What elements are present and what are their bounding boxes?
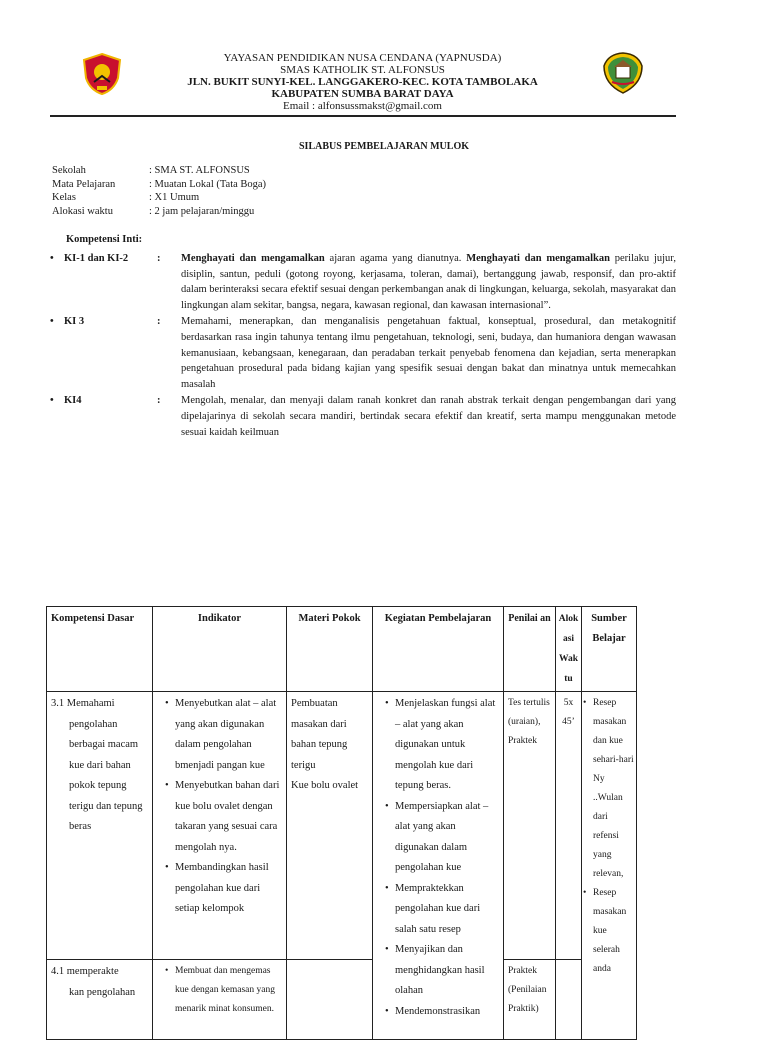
info-label: Sekolah [52, 165, 86, 176]
info-row-class [52, 191, 266, 205]
kd-number: 4.1 memperakte [51, 966, 119, 977]
syllabus-table [46, 606, 637, 1040]
kd-number: 3.1 Memahami [51, 698, 115, 709]
col-header-indikator: Indikator [153, 607, 287, 692]
kd-text: pengolahan berbagai macam kue dari bahan pokok tepung terigu dan tepung beras [69, 718, 143, 832]
info-value: : 2 jam pelajaran/minggu [149, 205, 255, 217]
bullet-icon: • [50, 316, 54, 328]
info-value: : SMA ST. ALFONSUS [149, 165, 250, 176]
table-row [47, 960, 637, 1040]
kd-cell [47, 692, 153, 960]
list-item: • Resep masakan kue selerah anda [583, 884, 635, 979]
bullet-icon: • [50, 395, 54, 407]
info-value: : Muatan Lokal (Tata Boga) [149, 178, 267, 190]
ki-item [50, 314, 676, 392]
school-address: JLN. BUKIT SUNYI-KEL. LANGGAKERO-KEC. KOTA TAMBOLAKA [187, 76, 538, 88]
alokasi-cell [556, 960, 582, 1040]
indikator-cell [153, 692, 287, 960]
core-competence-list [50, 251, 676, 441]
school-regency: KABUPATEN SUMBA BARAT DAYA [271, 88, 454, 100]
core-competence-heading: Kompetensi Inti: [66, 234, 143, 245]
table-header-row [47, 607, 637, 692]
sumber-cell [582, 692, 637, 1040]
ki-colon: : [157, 395, 161, 407]
col-header-sumber: Sumber Belajar [582, 607, 637, 692]
ki-text: Memahami, menerapkan, dan menganalisis pengetahuan faktual, konseptual, prosedural, dan metakognitif berdasarkan rasa ingin tahunya tentang ilmu pengetahuan, teknologi, seni, budaya, dan humaniora dengan wawasan kemanusiaan, kebangsaan, kenegaraan, dan peradaban terkait penyebab fenomena dan kejadian, serta menerapkan pengetahuan prosedural pada bidang kajian yang spesifik sesuai dengan bakat dan minatnya untuk memecahkan masalah [181, 316, 676, 390]
penilaian-cell: Praktek (Penilaian Praktik) [504, 960, 556, 1040]
document-title: SILABUS PEMBELAJARAN MULOK [298, 141, 470, 152]
info-label: Kelas [52, 192, 76, 203]
col-header-kd: Kompetensi Dasar [47, 607, 153, 692]
materi-text: Pembuatan masakan dari bahan tepung terigu [291, 698, 348, 771]
regency-logo [602, 52, 644, 94]
course-info [52, 164, 266, 218]
list-item: • Mempersiapkan alat – alat yang akan digunakan dalam pengolahan kue [385, 797, 499, 879]
kd-cell [47, 960, 153, 1040]
indikator-cell [153, 960, 287, 1040]
kegiatan-cell [373, 692, 504, 1040]
col-header-materi: Materi Pokok [287, 607, 373, 692]
list-item: • Menyebutkan bahan dari kue bolu ovalet dengan takaran yang sesuai cara mengolah nya. [165, 776, 282, 858]
ki-name: KI-1 dan KI-2 [64, 253, 129, 264]
info-label: Mata Pelajaran [52, 178, 116, 190]
list-item: • Membandingkan hasil pengolahan kue dari setiap kelompok [165, 858, 282, 920]
bullet-icon: • [50, 253, 54, 264]
list-item: • Membuat dan mengemas kue dengan kemasan yang menarik minat konsumen. [165, 962, 282, 1019]
ki-colon: : [157, 316, 161, 328]
info-row-school [52, 164, 266, 178]
table-row [47, 692, 637, 960]
penilaian-cell: Tes tertulis (uraian), Praktek [504, 692, 556, 960]
list-item: • Menjelaskan fungsi alat – alat yang akan digunakan untuk mengolah kue dari tepung beras. [385, 694, 499, 797]
ki-text: Menghayati dan mengamalkan ajaran agama yang dianutnya. Menghayati dan mengamalkan perilaku jujur, disiplin, santun, peduli (gotong royong, kerjasama, toleran, damai), bertanggung jawab, responsif, dan pro-aktif dalam berinteraksi secara efektif sesuai dengan perkembangan anak di lingkungan, keluarga, sekolah, masyarakat dan lingkungan alam sekitar, bangsa, negara, kawasan regional, dan kawasan internasional”. [181, 253, 677, 311]
alokasi-cell: 5x 45’ [556, 692, 582, 960]
ki-colon: : [157, 253, 161, 264]
ki-item [50, 393, 676, 440]
ki-text: Mengolah, menalar, dan menyaji dalam ranah konkret dan ranah abstrak terkait dengan pengembangan dari yang dipelajarinya di sekolah secara mandiri, bertindak secara efektif dan kreatif, serta mampu menggunakan metode sesuai kaidah keilmuan [181, 395, 676, 438]
list-item: • Resep masakan dan kue sehari-hari Ny ..Wulan dari refensi yang relevan, [583, 694, 635, 884]
header-divider [50, 115, 676, 117]
info-value: : X1 Umum [149, 192, 200, 203]
ki-item [50, 251, 676, 313]
info-row-time [52, 205, 266, 219]
foundation-logo [80, 52, 124, 96]
col-header-penilaian: Penilai an [504, 607, 556, 692]
info-label: Alokasi waktu [52, 205, 113, 217]
info-row-subject [52, 178, 266, 192]
col-header-kegiatan: Kegiatan Pembelajaran [373, 607, 504, 692]
materi-cell [287, 960, 373, 1040]
list-item: • Menyajikan dan menghidangkan hasil olahan [385, 940, 499, 1002]
letterhead [130, 52, 595, 112]
school-email: Email : alfonsussmakst@gmail.com [283, 100, 442, 112]
ki-name: KI4 [64, 395, 82, 407]
list-item: • Mempraktekkan pengolahan kue dari salah satu resep [385, 879, 499, 941]
materi-subtext: Kue bolu ovalet [291, 780, 359, 791]
list-item: • Menyebutkan alat – alat yang akan digunakan dalam pengolahan bmenjadi pangan kue [165, 694, 282, 776]
list-item: • Mendemonstrasikan [385, 1002, 499, 1023]
foundation-name: YAYASAN PENDIDIKAN NUSA CENDANA (YAPNUSDA) [223, 52, 502, 64]
school-name: SMAS KATHOLIK ST. ALFONSUS [280, 64, 445, 76]
kd-text: kan pengolahan [69, 986, 136, 998]
materi-cell [287, 692, 373, 960]
col-header-alokasi: Alok asi Wak tu [556, 607, 582, 692]
ki-name: KI 3 [64, 316, 85, 328]
